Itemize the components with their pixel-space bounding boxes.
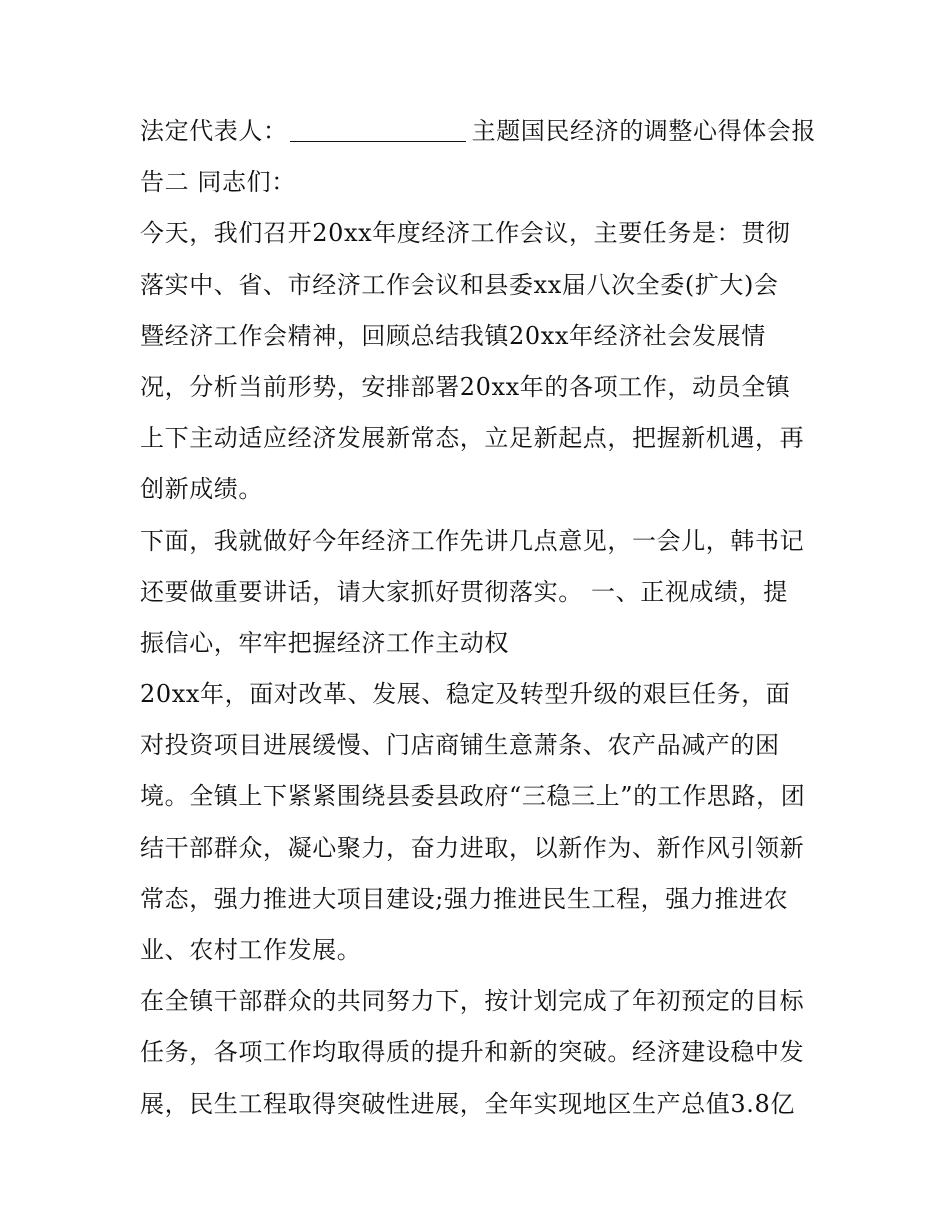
document-body — [140, 106, 820, 1130]
text-line: 暨经济工作会精神，回顾总结我镇20xx年经济社会发展情 — [140, 321, 766, 350]
text-line: 今天，我们召开20xx年度经济工作会议，主要任务是：贯彻 — [140, 219, 791, 248]
paragraph — [140, 516, 820, 670]
legal-representative-label: 法定代表人： — [140, 117, 288, 145]
text-line: 上下主动适应经济发展新常态，立足新起点，把握新机遇，再 — [140, 424, 805, 453]
signature-blank-line — [290, 117, 466, 142]
text-line: 常态，强力推进大项目建设;强力推进民生工程，强力推进农 — [140, 884, 789, 913]
paragraph-header — [140, 106, 820, 208]
text-line: 对投资项目进展缓慢、门店商铺生意萧条、农产品减产的困 — [140, 731, 780, 760]
title-text: 主题国民经济的调整心得体会报 — [471, 117, 817, 145]
text-line: 境。全镇上下紧紧围绕县委县政府“三稳三上”的工作思路，团 — [140, 782, 806, 811]
text-line: 20xx年，面对改革、发展、稳定及转型升级的艰巨任务，面 — [140, 680, 791, 709]
paragraph — [140, 669, 820, 976]
text-line: 况，分析当前形势，安排部署20xx年的各项工作，动员全镇 — [140, 372, 791, 401]
text-line: 在全镇干部群众的共同努力下，按计划完成了年初预定的目标 — [140, 987, 805, 1016]
text-line: 展，民生工程取得突破性进展，全年实现地区生产总值3.8亿 — [140, 1089, 795, 1118]
text-line: 业、农村工作发展。 — [140, 936, 362, 964]
text-line: 告二 同志们： — [140, 168, 296, 197]
text-line — [140, 106, 820, 157]
text-line: 落实中、省、市经济工作会议和县委xx届八次全委(扩大)会 — [140, 270, 779, 299]
text-line: 振信心，牢牢把握经济工作主动权 — [140, 628, 509, 657]
text-line: 结干部群众，凝心聚力，奋力进取，以新作为、新作风引领新 — [140, 833, 805, 862]
paragraph — [140, 976, 820, 1130]
paragraph — [140, 208, 820, 515]
text-line: 下面，我就做好今年经济工作先讲几点意见，一会儿，韩书记 — [140, 526, 805, 555]
text-line: 创新成绩。 — [140, 475, 263, 504]
text-line: 还要做重要讲话，请大家抓好贯彻落实。 一、正视成绩，提 — [140, 577, 788, 606]
text-line: 任务，各项工作均取得质的提升和新的突破。经济建设稳中发 — [140, 1038, 805, 1067]
